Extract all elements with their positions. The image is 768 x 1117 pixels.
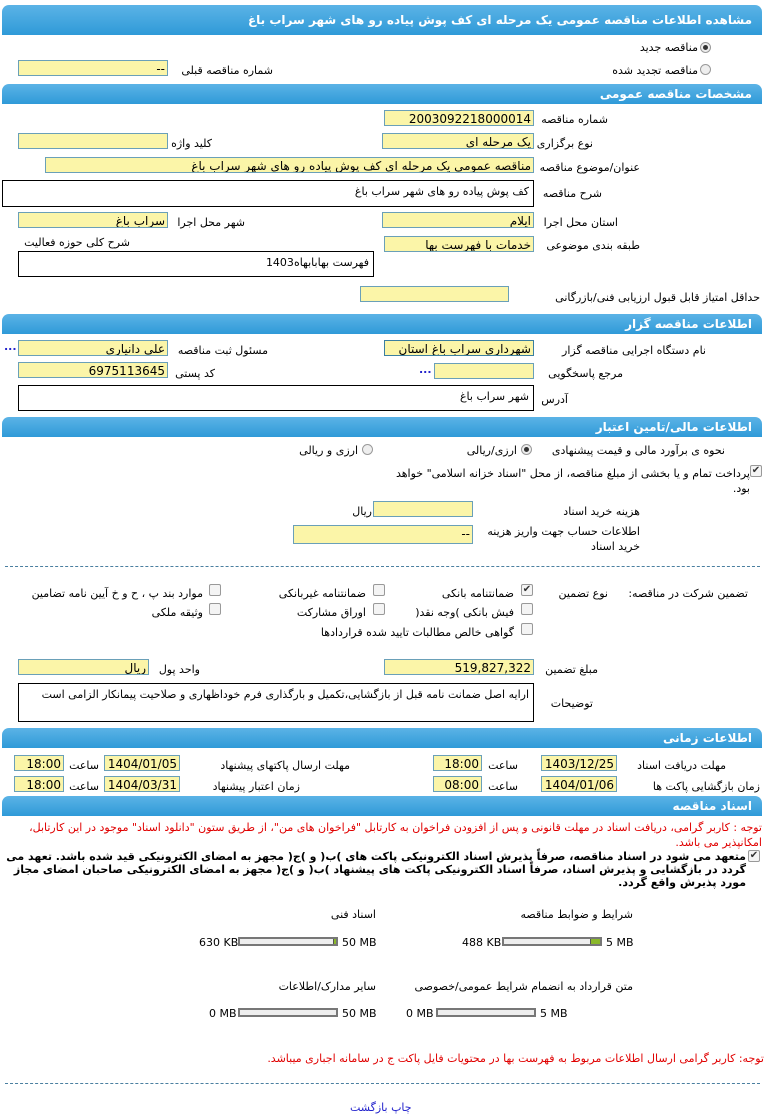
holding-type-field[interactable]: یک مرحله ای [382,133,534,149]
notes-box[interactable]: ارایه اصل ضمانت نامه قبل از بازگشایی،تکمیل و بارگذاری فرم خوداظهاری و صلاحیت پیمانکار الزامی است [18,683,534,722]
prev-number-label: شماره مناقصه قبلی [181,64,273,77]
price-list-note: توجه: کاربر گرامی ارسال اطلاعات مربوط به فهرست بها در محتویات فایل پاکت ج در سامانه اجباری میباشد. [267,1052,764,1065]
section-title: مشخصات مناقصه عمومی [599,87,752,101]
time-label: ساعت [488,780,518,793]
page-title: مشاهده اطلاعات مناقصه عمومی یک مرحله ای کف پوش پیاده رو های شهر سراب باغ [247,13,752,27]
footer-links [350,1101,412,1114]
opening-time-field[interactable]: 08:00 [433,776,482,792]
both-currency-radio[interactable] [362,444,373,455]
city-label: شهر محل اجرا [177,216,245,229]
file-max: 50 MB [342,936,377,949]
file-max: 5 MB [606,936,634,949]
org-label: نام دستگاه اجرایی مناقصه گزار [562,344,706,357]
postal-label: کد پستی [175,367,215,380]
guarantee-option-label: فیش بانکی )وجه نقد( [415,606,514,619]
guarantee-option-checkbox[interactable] [521,623,533,635]
doc-deadline-label: مهلت دریافت اسناد [637,759,726,772]
guarantee-option-label: ضمانتنامه بانکی [441,587,514,600]
page-title-bar [2,5,762,35]
reference-label: مرجع پاسخگویی [548,367,623,380]
back-link[interactable]: بازگشت [350,1101,388,1114]
description-box[interactable]: کف پوش پیاده رو های شهر سراب باغ [2,180,534,207]
rial-radio[interactable] [521,444,532,455]
submit-deadline-time-field[interactable]: 18:00 [14,755,64,771]
keyword-field[interactable] [18,133,168,149]
time-label: ساعت [69,759,99,772]
finance-section-header [2,417,762,437]
doc-deadline-field[interactable]: 1403/12/25 [541,755,617,771]
amount-field[interactable]: 519,827,322 [384,659,534,675]
guarantee-option-label: اوراق مشارکت [296,606,366,619]
min-score-field[interactable] [360,286,509,302]
number-label: شماره مناقصه [541,113,608,126]
holding-type-label: نوع برگزاری [536,137,593,150]
currency-field[interactable]: ریال [18,659,149,675]
file-progress-bar [238,937,338,946]
doc-fee-field[interactable] [373,501,473,517]
min-score-label: حداقل امتیاز قابل قبول ارزیابی فنی/بازرگانی [555,291,760,304]
treasury-checkbox[interactable]: ✔ [751,465,761,476]
activity-label: شرح کلی حوزه فعالیت [24,236,130,249]
postal-field[interactable]: 6975113645 [18,362,168,378]
file-label: متن قرارداد به انضمام شرایط عمومی/خصوصی [414,980,633,993]
guarantee-option-checkbox[interactable] [373,584,385,596]
file-used: 488 KB [462,936,502,949]
commit-text: متعهد می شود در اسناد مناقصه، صرفاً پذیرش اسناد الکترونیکی پاکت های )ب( و )ج( مجهز به امضای الکترونیکی قید شده باشد. تعهد می گردد در بازگشایی و پذیرش اسناد، صرفاً اسناد الکترونیکی پاکت های پیشنهاد )ب( و )ج( مجهز به امضای الکترونیکی صاحبان امضای مجاز مورد پذیرش واقع گردد. [6,850,746,889]
guarantee-option-checkbox[interactable] [373,603,385,615]
opening-label: زمان بازگشایی پاکت ها [652,780,760,793]
both-currency-label: ارزی و ریالی [299,444,358,457]
section-title: اطلاعات مالی/تامین اعتبار [595,420,752,434]
timing-section-header [2,728,762,748]
province-field[interactable]: ایلام [382,212,534,228]
validity-field[interactable]: 1404/03/31 [104,776,180,792]
rial-label: ارزی/ریالی [466,444,517,457]
file-max: 50 MB [342,1007,377,1020]
doc-fee-unit: ریال [352,505,372,518]
file-max: 5 MB [540,1007,568,1020]
subject-label: عنوان/موضوع مناقصه [539,161,640,174]
tender-number-field[interactable]: 2003092218000014 [384,110,534,126]
submit-deadline-field[interactable]: 1404/01/05 [104,755,180,771]
address-label: آدرس [541,393,568,406]
file-progress-fill [333,939,336,944]
section-title: اطلاعات زمانی [663,731,752,745]
file-label: سایر مدارک/اطلاعات [278,980,376,993]
guarantee-option-checkbox[interactable] [521,603,533,615]
address-box[interactable]: شهر سراب باغ [18,385,534,411]
time-label: ساعت [69,780,99,793]
documents-note: توجه : کاربر گرامی، دریافت اسناد در مهلت قانونی و پس از افزودن فراخوان به کارتابل "فراخوان های من"، از طریق ستون "دانلود اسناد" موجود در این کارتابل، امکانپذیر می باشد. [29,821,762,849]
time-label: ساعت [488,759,518,772]
guarantee-option-checkbox[interactable] [209,603,221,615]
divider [5,1083,760,1084]
file-label: شرایط و ضوابط مناقصه [520,908,633,921]
org-field[interactable]: شهرداری سراب باغ استان [384,340,534,356]
category-label: طبقه بندی موضوعی [546,239,640,252]
category-field[interactable]: خدمات با فهرست بها [384,236,534,252]
file-progress-fill [590,939,600,944]
estimate-label: نحوه ی برآورد مالی و قیمت پیشنهادی [551,444,725,457]
reference-more-link[interactable]: ... [419,363,432,376]
registrar-more-link[interactable]: ... [4,340,17,353]
organizer-section-header [2,314,762,334]
validity-label: زمان اعتبار پیشنهاد [212,780,300,793]
print-link[interactable]: چاپ [391,1101,412,1114]
file-progress-bar [238,1008,338,1017]
submit-deadline-label: مهلت ارسال پاکتهای پیشنهاد [220,759,350,772]
file-used: 0 MB [406,1007,434,1020]
renewed-tender-label: مناقصه تجدید شده [612,64,698,77]
subject-field[interactable]: مناقصه عمومی یک مرحله ای کف پوش پیاده رو های شهر سراب باغ [45,157,534,173]
notes-label: توضیحات [550,697,593,710]
section-title: اطلاعات مناقصه گزار [625,317,752,331]
commit-checkbox[interactable]: ✔ [749,850,759,861]
opening-field[interactable]: 1404/01/06 [541,776,617,792]
guarantee-option-checkbox[interactable]: ✔ [522,584,532,595]
guarantee-option-checkbox[interactable] [209,584,221,596]
guarantee-option-label: گواهی خالص مطالبات تایید شده قراردادها [320,626,514,639]
registrar-field[interactable]: علی دانیاری [18,340,168,356]
file-progress-bar [502,937,602,946]
account-field[interactable]: -- [293,525,473,544]
activity-box[interactable]: فهرست بهابابهاه1403 [18,251,374,277]
amount-label: مبلغ تضمین [545,663,598,676]
registrar-label: مسئول ثبت مناقصه [177,344,268,357]
province-label: استان محل اجرا [543,216,618,229]
doc-fee-label: هزینه خرید اسناد [563,505,640,518]
file-progress-bar [436,1008,536,1017]
documents-section-header [2,796,762,816]
guarantee-option-label: موارد بند پ ، ح و خ آیین نامه تضامین [31,587,203,600]
city-field[interactable]: سراب باغ [18,212,168,228]
validity-time-field[interactable]: 18:00 [14,776,64,792]
treasury-text: پرداخت تمام و یا بخشی از مبلغ مناقصه، از محل "اسناد خزانه اسلامی" خواهد بود. [395,467,750,495]
file-used: 0 MB [209,1007,237,1020]
section-title: اسناد مناقصه [672,799,752,813]
guarantee-option-label: وثیقه ملکی [151,606,203,619]
general-section-header [2,84,762,104]
keyword-label: کلید واژه [171,137,212,150]
prev-number-field[interactable]: -- [18,60,168,76]
new-tender-label: مناقصه جدید [639,41,698,54]
reference-field[interactable] [434,363,534,379]
guarantee-label: تضمین شرکت در مناقصه: [628,587,748,600]
new-tender-radio[interactable] [700,42,711,53]
currency-label: واحد پول [158,663,200,676]
divider [5,566,760,567]
doc-deadline-time-field[interactable]: 18:00 [433,755,482,771]
description-label: شرح مناقصه [542,187,602,200]
guarantee-type-label: نوع تضمین [558,587,608,600]
file-label: اسناد فنی [330,908,376,921]
account-label: اطلاعات حساب جهت واریز هزینه خرید اسناد [487,525,640,553]
guarantee-option-label: ضمانتنامه غیربانکی [278,587,366,600]
file-used: 630 KB [199,936,239,949]
renewed-tender-radio[interactable] [700,64,711,75]
